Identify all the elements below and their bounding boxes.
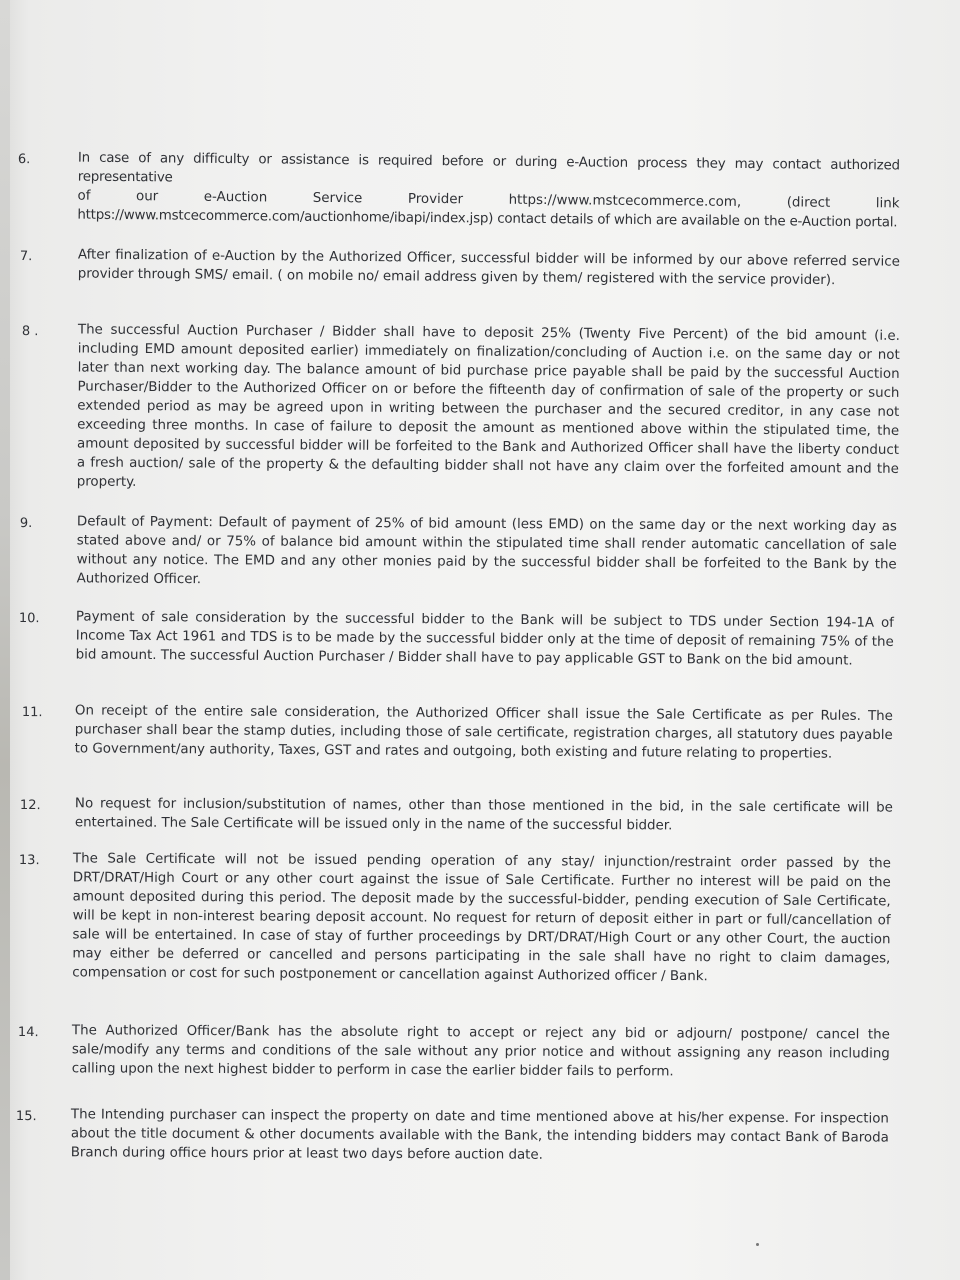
clause-text: Default of Payment: Default of payment of 25% of bid amount (less EMD) on the same day or the next working day as stated above and/ or 75% of balance bid amount within the stipulated time shall render automatic cancellation of sale without any notice. The EMD and any other monies paid by the successful bidder shall be forfeited to the Bank by the Authorized Officer.: [76, 514, 897, 588]
clause-text: The Sale Certificate will not be issued pending operation of any stay/ injunction/restraint order passed by the DRT/DRAT/High Court or any other court against the issue of Sale Certificate. Further no interest will be paid on the amount deposited during this period. The deposit made by the successful-bidder, pending execution of Sale Certificate, will be kept in non-interest bearing deposit account. No request for return of deposit either in part or full/cancellation of sale will be entertained. In case of stay of further proceedings by DRT/DRAT/High Court or any other Court, the auction may either be deferred or cancelled and persons participating in the sale shall have no right to claim damages, compensation or cost for such postponement or cancellation against Authorized officer / Bank.: [72, 851, 891, 985]
word: link: [875, 196, 900, 212]
word: of: [77, 188, 91, 204]
clause-15: [16, 1105, 906, 1170]
clause-text: No request for inclusion/substitution of names, other than those mentioned in the bid, in the sale certificate will be entertained. The Sale Certificate will be issued only in the name of the successful bidder.: [74, 796, 893, 834]
clause-6: [17, 148, 908, 233]
clause-11: [18, 701, 908, 771]
clause-14: [18, 1021, 908, 1086]
clause-text: Payment of sale consideration by the successful bidder to the Bank will be subject to TDS under Section 194-1A of Income Tax Act 1961 and TDS is to be made by the successful bidder only at the time of deposit of remaining 75% of the bid amount. The successful Auction Purchaser / Bidder shall have to pay applicable GST to Bank on the bid amount.: [75, 609, 894, 669]
word: our: [135, 189, 159, 205]
clause-8: [17, 320, 908, 492]
clause-number: 15.: [15, 1109, 37, 1125]
clause-text: The Authorized Officer/Bank has the absolute right to accept or reject any bid or adjourn/ postpone/ cancel the sale/modify any terms and conditions of the sale without any prior notice and without assigning any reason including calling upon the next highest bidder to perform in case the earlier bidder fails to perform.: [71, 1023, 890, 1080]
clause-text: After finalization of e-Auction by the Authorized Officer, successful bidder will be informed by our above referred service provider through SMS/ email. ( on mobile no/ email address given by them/ registered with the service provider).: [77, 247, 900, 289]
clause-text: [77, 149, 900, 233]
clause-13: [17, 849, 908, 994]
clause-number: 6.: [17, 151, 31, 168]
word: e-Auction: [203, 189, 268, 206]
clause-number: 7.: [19, 249, 33, 265]
word: (direct: [786, 195, 831, 211]
clause-10: [17, 607, 907, 678]
clause-text: On receipt of the entire sale consideration, the Authorized Officer shall issue the Sale Certificate as per Rules. The purchaser shall bear the stamp duties, including those of sale certificate, registration charges, all statutory dues payable to Government/any authority, Taxes, GST and rates and outgoing, both existing and future relating to properties.: [74, 703, 893, 762]
clause-text: The successful Auction Purchaser / Bidder shall have to deposit 25% (Twenty Five Percent) of the bid amount (i.e. including EMD amount deposited earlier) immediately on finalization/concluding of Auction i.e. on the same day or not later than next working day. The balance amount of bid purchase price payable shall be paid by the successful Auction Purchaser/Bidder to the Authorized Officer on or before the fifteenth day of confirmation of sale of the property or such extended period as may be agreed upon in writing between the purchaser and the secured creditor, in any case not exceeding three months. In case of failure to deposit the amount as mentioned above within the stipulated time, the amount deposited by successful bidder will be forfeited to the Bank and Authorized Officer shall have the liberty conduct a fresh auction/ sale of the property & the defaulting bidder shall not have any claim over the forfeited amount and the property.: [76, 322, 900, 490]
clause-line: https://www.mstcecommerce.com/auctionhome/ibapi/index.jsp) contact details of which are available on the e-Auction portal.: [77, 207, 898, 231]
word: Provider: [407, 191, 464, 208]
clause-number: 12.: [19, 798, 41, 814]
clause-number: 11.: [21, 705, 43, 721]
clause-number: 10.: [18, 611, 40, 627]
clause-line: In case of any difficulty or assistance is required before or during e-Auction process they may contact authorized representative: [77, 150, 900, 186]
clause-number: 14.: [17, 1025, 39, 1041]
clause-9: [18, 512, 908, 588]
clause-text: The Intending purchaser can inspect the property on date and time mentioned above at his/her expense. For inspection about the title document & other documents available with the Bank, the intending bidders may contact Bank of Baroda Branch during office hours prior at least two days before auction date.: [70, 1107, 889, 1163]
word: Service: [312, 190, 363, 207]
page-left-edge: [0, 0, 10, 1280]
clause-number: 8 .: [21, 324, 39, 340]
clause-12: [18, 794, 908, 843]
clause-number: 13.: [18, 853, 40, 869]
clause-number: 9.: [19, 516, 33, 532]
clause-7: [18, 245, 908, 297]
scan-speck: [756, 1243, 759, 1246]
word: https://www.mstcecommerce.com,: [508, 192, 742, 210]
